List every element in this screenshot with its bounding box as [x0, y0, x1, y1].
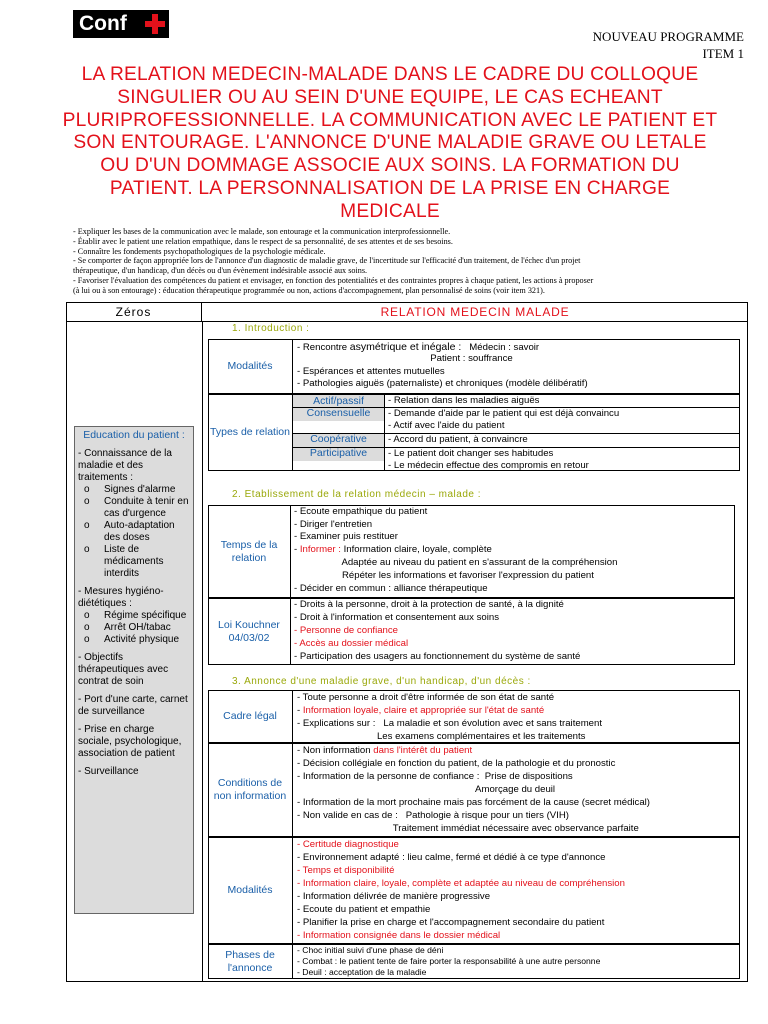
section-3-title: 3. Annonce d'une maladie grave, d'un handicap, d'un décès :	[232, 676, 531, 687]
text-line: - Information claire, loyale, complète et adaptée au niveau de compréhension	[297, 878, 625, 889]
text-line: - Environnement adapté : lieu calme, fermé et dédié à ce type d'annonce	[297, 852, 606, 863]
education-card: - Port d'une carte, carnet de surveillance	[78, 694, 188, 717]
text-line: - Accord du patient, à convaincre	[388, 434, 528, 445]
text-line: - Temps et disponibilité	[297, 865, 395, 876]
objectives-list	[73, 227, 753, 296]
text-line: - Rencontre asymétrique et inégale : Médecin : savoir	[297, 341, 540, 353]
loi-label: Loi Kouchner 04/03/02	[218, 618, 280, 644]
text-line: - Le médecin effectue des compromis en retour	[388, 460, 589, 471]
text-line: - Personne de confiance	[294, 625, 398, 636]
modalites-annonce-label: Modalités	[227, 884, 273, 896]
text-line: Adaptée au niveau du patient en s'assurant de la compréhension	[294, 557, 618, 568]
text-line: Les examens complémentaires et les traitements	[297, 731, 586, 742]
text-line: - Information consignée dans le dossier médical	[297, 930, 501, 941]
text-line: - Demande d'aide par le patient qui est déjà convaincu	[388, 408, 620, 419]
text-line: - Ecoute empathique du patient	[294, 506, 428, 517]
text-line: - Relation dans les maladies aiguës	[388, 395, 540, 406]
text-line: - Informer : Information claire, loyale, complète	[294, 544, 492, 555]
types-label: Types de relation	[210, 426, 290, 438]
conf-plus-logo	[73, 10, 169, 38]
text-line: - Participation des usagers au fonctionnement du système de santé	[294, 651, 581, 662]
list-item: o Régime spécifique	[84, 610, 187, 621]
education-knowledge: - Connaissance de la maladie et des traitements :	[78, 448, 172, 483]
page-title: LA RELATION MEDECIN-MALADE DANS LE CADRE DU COLLOQUE SINGULIER OU AU SEIN D'UNE EQUIPE, LE CAS ECHEANT PLURIPROFESSIONNELLE. LA COMMUNICATION AVEC LE PATIENT ET SON ENTOURAGE. L'ANNONCE D'UNE MALADIE GRAVE OU LETALE OU D'UN DOMMAGE ASSOCIE AUX SOINS. LA FORMATION DU PATIENT. LA PERSONNALISATION DE LA PRISE EN CHARGE MEDICALE	[62, 64, 718, 222]
text-line: - Décider en commun : alliance thérapeutique	[294, 583, 488, 594]
column-divider	[202, 322, 203, 982]
type-cooperative: Coopérative	[293, 433, 384, 447]
type-consensuelle: Consensuelle	[293, 407, 384, 421]
text-line: - Pathologies aiguës (paternaliste) et chroniques (modèle délibératif)	[297, 378, 588, 389]
text-line: - Le patient doit changer ses habitudes	[388, 448, 554, 459]
education-monitoring: - Surveillance	[78, 766, 139, 777]
text-line: - Diriger l'entretien	[294, 519, 373, 530]
education-care: - Prise en charge sociale, psychologique, association de patient	[78, 724, 182, 759]
text-line: - Toute personne a droit d'être informée de son état de santé	[297, 692, 555, 703]
text-line: - Information délivrée de manière progressive	[297, 891, 491, 902]
objective-line: - Expliquer les bases de la communication avec le malade, son entourage et la communication interprofessionnelle.	[73, 227, 451, 236]
program-header	[593, 28, 744, 62]
text-line: - Explications sur : La maladie et son évolution avec et sans traitement	[297, 718, 603, 729]
conditions-label: Conditions de non information	[213, 777, 287, 802]
text-line: - Choc initial suivi d'une phase de déni	[297, 945, 444, 955]
program-label: NOUVEAU PROGRAMME	[592, 29, 744, 44]
objective-line: - Connaître les fondements psychopathologiques de la psychologie médicale.	[73, 246, 326, 256]
text-line: - Examiner puis restituer	[294, 531, 398, 542]
text-line: - Espérances et attentes mutuelles	[297, 366, 445, 377]
text-line: Répéter les informations et favoriser l'expression du patient	[294, 570, 594, 581]
education-objectives: - Objectifs thérapeutiques avec contrat de soin	[78, 652, 169, 687]
relation-header: RELATION MEDECIN MALADE	[202, 302, 748, 322]
education-box	[74, 426, 194, 914]
text-line: - Planifier la prise en charge et l'accompagnement secondaire du patient	[297, 917, 605, 928]
text-line: - Information loyale, claire et appropriée sur l'état de santé	[297, 705, 545, 716]
objective-line: thérapeutique, d'un handicap, d'un décès ou d'un évènement indésirable associé aux soins.	[73, 266, 368, 276]
objective-line: (à lui ou à son entourage) : éducation thérapeutique programmée ou non, actions d'accompagnement, plan personnalisé de soins (voir item 321).	[73, 285, 545, 295]
objective-line: - Se comporter de façon appropriée lors de l'annonce d'un diagnostic de maladie grave, de l'incertitude sur l'efficacité d'un traitement, de l'échec d'un projet	[73, 256, 581, 266]
section-1-title: 1. Introduction :	[232, 323, 310, 334]
text-line: - Certitude diagnostique	[297, 839, 399, 850]
text-line: - Combat : le patient tente de faire porter la responsabilité à une autre personne	[297, 956, 601, 966]
education-measures: - Mesures hygiéno-diététiques :	[78, 586, 164, 609]
type-participative: Participative	[293, 447, 384, 461]
text-line: - Droits à la personne, droit à la protection de santé, à la dignité	[294, 599, 564, 610]
phases-label: Phases de l'annonce	[225, 948, 275, 974]
section-2-title: 2. Etablissement de la relation médecin – malade :	[232, 489, 482, 500]
plus-icon	[145, 14, 165, 34]
text-line: - Information de la personne de confiance : Prise de dispositions	[297, 771, 573, 782]
education-title: Education du patient :	[83, 429, 185, 441]
logo-text: Conf	[79, 12, 127, 35]
list-item: o Arrêt OH/tabac	[84, 622, 171, 633]
item-label: ITEM 1	[702, 46, 744, 61]
objective-line: - Établir avec le patient une relation empathique, dans le respect de sa personnalité, de ses attentes et de ses besoins.	[73, 236, 453, 246]
temps-label: Temps de la relation	[220, 538, 278, 564]
text-line: - Accès au dossier médical	[294, 638, 409, 649]
list-item: o Liste de médicaments interdits	[84, 544, 164, 579]
text-line: - Actif avec l'aide du patient	[388, 420, 505, 431]
text-line: Traitement immédiat nécessaire avec observance parfaite	[297, 823, 639, 834]
text-line: - Droit à l'information et consentement aux soins	[294, 612, 499, 623]
text-line: Amorçage du deuil	[297, 784, 556, 795]
modalites-label: Modalités	[227, 360, 273, 372]
text-line: Patient : souffrance	[297, 353, 513, 364]
text-line: - Ecoute du patient et empathie	[297, 904, 431, 915]
list-item: o Auto-adaptation des doses	[84, 520, 175, 543]
list-item: o Activité physique	[84, 634, 180, 645]
zeros-header: Zéros	[66, 302, 202, 322]
list-item: o Signes d'alarme	[84, 484, 176, 495]
objective-line: - Favoriser l'évaluation des compétences du patient et envisager, en fonction des potentialités et des contraintes propres à chaque patient, les actions à proposer	[73, 275, 594, 285]
text-line: - Décision collégiale en fonction du patient, de la pathologie et du pronostic	[297, 758, 616, 769]
text-line: - Deuil : acceptation de la maladie	[297, 967, 427, 977]
text-line: - Non valide en cas de : Pathologie à risque pour un tiers (VIH)	[297, 810, 569, 821]
type-actif-passif: Actif/passif	[293, 395, 384, 407]
text-line: - Non information dans l'intérêt du patient	[297, 745, 473, 756]
text-line: - Information de la mort prochaine mais pas forcément de la cause (secret médical)	[297, 797, 650, 808]
list-item: o Conduite à tenir en cas d'urgence	[84, 496, 189, 519]
cadre-label: Cadre légal	[223, 710, 277, 722]
